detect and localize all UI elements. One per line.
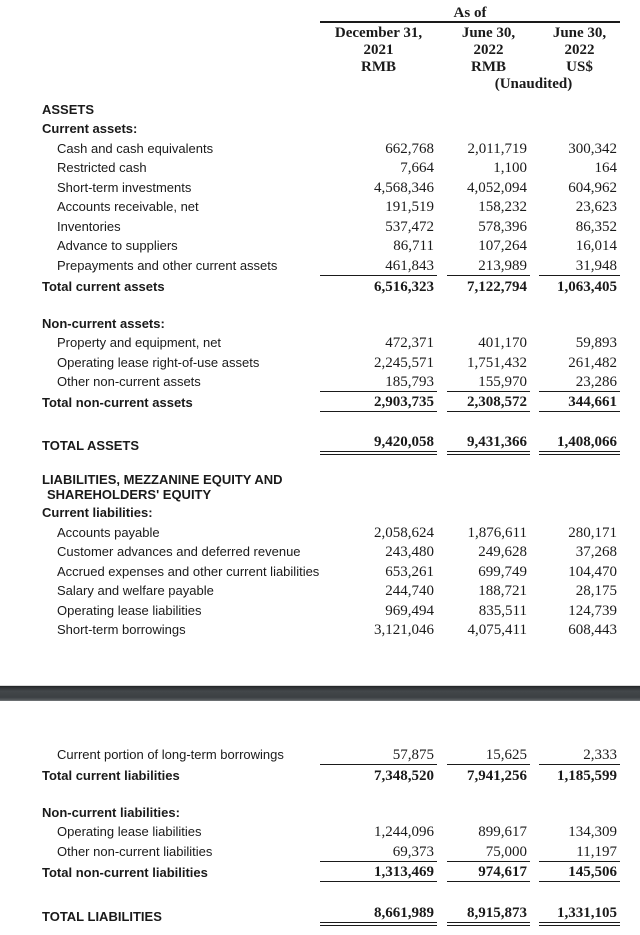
empty-cell [320, 503, 437, 522]
column-gap [437, 861, 447, 882]
row-label: Total current liabilities [42, 767, 180, 783]
column-gap [530, 352, 539, 372]
column-header-december-31-2021-rmb [320, 23, 437, 76]
row-label: Accounts payable [57, 524, 160, 540]
value-cell: 16,014 [575, 238, 617, 254]
value-cell: 604,962 [568, 179, 617, 196]
row-operating-lease-liabilities [0, 600, 640, 620]
row-label: Cash and cash equivalents [57, 140, 214, 156]
column-gap [530, 470, 539, 504]
row-customer-advances-and-deferred-revenue [0, 542, 640, 562]
row-label: Other non-current assets [57, 374, 201, 389]
value-cell: 2,308,572 [447, 391, 530, 412]
row-non-current-assets [0, 314, 640, 333]
value-cell: 974,617 [447, 861, 530, 882]
column-gap [437, 470, 447, 504]
column-gap [530, 314, 539, 333]
empty-cell [539, 503, 620, 522]
value-cell: 69,373 [392, 843, 434, 860]
column-gap [530, 542, 539, 562]
column-gap [530, 764, 539, 785]
column-gap [437, 902, 447, 926]
column-gap [530, 600, 539, 620]
value-cell: 124,739 [568, 602, 617, 619]
column-gap [437, 841, 447, 861]
value-cell: 1,313,469 [320, 861, 437, 882]
value-cell: 280,171 [568, 524, 617, 541]
value-cell: 8,915,873 [447, 902, 530, 926]
column-gap [437, 522, 447, 542]
row-label: Total non-current assets [42, 395, 193, 410]
value-cell: 158,232 [478, 199, 527, 215]
value-cell: 75,000 [485, 843, 527, 860]
row-label: Current liabilities: [42, 505, 153, 520]
row-label: Current portion of long-term borrowings [57, 746, 284, 762]
row-salary-and-welfare-payable [0, 581, 640, 601]
row-label: Current assets: [42, 121, 138, 136]
value-cell: 1,331,105 [539, 902, 620, 926]
row-assets [0, 100, 640, 119]
column-gap [530, 431, 539, 455]
row-label: TOTAL ASSETS [42, 438, 140, 453]
value-cell: 7,348,520 [320, 764, 437, 785]
column-gap [530, 158, 539, 178]
column-gap [437, 372, 447, 392]
row-total-non-current-assets [0, 391, 640, 412]
value-cell: 15,625 [485, 746, 527, 763]
column-header-line: 2021 [363, 42, 394, 58]
value-cell: 23,623 [575, 199, 617, 215]
value-cell: 699,749 [478, 563, 527, 580]
column-gap [437, 177, 447, 197]
column-gap [530, 822, 539, 842]
column-header-line: June 30, [552, 25, 607, 41]
row-label: Restricted cash [57, 160, 147, 175]
spacer [0, 701, 640, 744]
value-cell: 1,876,611 [467, 524, 527, 541]
as-of-label: As of [320, 5, 620, 23]
column-gap [437, 158, 447, 178]
column-header-line: 2022 [564, 42, 595, 58]
value-cell: 2,333 [583, 746, 617, 763]
row-short-term-borrowings [0, 620, 640, 640]
column-gap [530, 255, 539, 275]
value-cell: 4,075,411 [467, 622, 527, 638]
row-label: Short-term borrowings [57, 622, 186, 637]
row-label: Operating lease liabilities [57, 824, 202, 839]
statement-body [0, 100, 640, 926]
value-cell: 28,175 [575, 583, 617, 599]
row-label: Short-term investments [57, 179, 192, 195]
row-other-non-current-liabilities [0, 841, 640, 861]
value-cell: 145,506 [539, 861, 620, 882]
column-gap [530, 391, 539, 412]
value-cell: 86,711 [393, 238, 434, 254]
column-gap [437, 391, 447, 412]
row-label: Property and equipment, net [57, 335, 222, 350]
value-cell: 31,948 [575, 257, 617, 274]
value-cell: 1,244,096 [374, 824, 434, 840]
column-header-june-30-2022-rmb [447, 23, 530, 76]
row-label: Operating lease right-of-use assets [57, 354, 260, 370]
row-label-line1: LIABILITIES, MEZZANINE EQUITY AND [42, 472, 283, 487]
unaudited-label: (Unaudited) [494, 76, 573, 92]
column-gap [437, 275, 447, 296]
value-cell: 11,197 [576, 843, 617, 860]
column-gap [530, 861, 539, 882]
row-label: Accounts receivable, net [57, 199, 199, 214]
empty-cell [447, 119, 530, 138]
row-current-liabilities [0, 503, 640, 522]
value-cell: 1,185,599 [539, 764, 620, 785]
column-gap [530, 100, 539, 119]
empty-cell [320, 803, 437, 822]
empty-cell [539, 119, 620, 138]
column-gap [437, 503, 447, 522]
row-operating-lease-right-of-use-assets [0, 352, 640, 372]
empty-cell [447, 314, 530, 333]
value-cell: 4,052,094 [467, 179, 527, 196]
empty-cell [320, 100, 437, 119]
row-label: Prepayments and other current assets [57, 257, 278, 273]
column-gap [530, 216, 539, 236]
value-cell: 1,751,432 [467, 354, 527, 371]
value-cell: 7,122,794 [447, 275, 530, 296]
spacer [0, 882, 640, 902]
value-cell: 9,431,366 [447, 431, 530, 455]
row-label-line2: SHAREHOLDERS' EQUITY [47, 487, 212, 502]
row-label: ASSETS [42, 102, 95, 117]
column-gap [530, 841, 539, 861]
value-cell: 8,661,989 [320, 902, 437, 926]
column-gap [437, 431, 447, 455]
row-label: Inventories [57, 218, 121, 234]
empty-cell [320, 119, 437, 138]
value-cell: 185,793 [385, 374, 434, 390]
row-advance-to-suppliers [0, 236, 640, 256]
row-label: Non-current liabilities: [42, 804, 180, 820]
value-cell: 6,516,323 [320, 275, 437, 296]
column-gap [530, 23, 539, 76]
column-gap [530, 138, 539, 158]
column-gap [530, 119, 539, 138]
column-gap [437, 100, 447, 119]
column-header-line: US$ [566, 59, 593, 75]
value-cell: 213,989 [478, 257, 527, 274]
column-gap [437, 314, 447, 333]
row-label: Total non-current liabilities [42, 864, 208, 880]
row-label: Total current assets [42, 278, 165, 294]
column-gap [437, 76, 447, 93]
value-cell: 344,661 [539, 391, 620, 412]
empty-cell [320, 470, 437, 504]
column-gap [530, 561, 539, 581]
value-cell: 59,893 [575, 335, 617, 351]
row-label: Customer advances and deferred revenue [57, 544, 301, 559]
column-gap [437, 620, 447, 640]
row-property-and-equipment-net [0, 333, 640, 353]
column-gap [437, 216, 447, 236]
column-gap [437, 23, 447, 76]
column-header-line: 2022 [473, 42, 504, 58]
column-gap [437, 236, 447, 256]
empty-cell [539, 100, 620, 119]
column-gap [530, 236, 539, 256]
empty-cell [539, 803, 620, 822]
value-cell: 1,063,405 [539, 275, 620, 296]
column-gap [437, 744, 447, 764]
row-label [42, 470, 320, 504]
column-header-line: RMB [471, 59, 506, 75]
empty-cell [320, 314, 437, 333]
value-cell: 537,472 [385, 218, 434, 235]
value-cell: 2,011,719 [467, 140, 527, 157]
column-gap [530, 333, 539, 353]
column-gap [437, 197, 447, 217]
value-cell: 7,941,256 [447, 764, 530, 785]
column-header-line: RMB [361, 59, 396, 75]
value-cell: 3,121,046 [374, 622, 434, 638]
value-cell: 164 [594, 160, 617, 176]
row-cash-and-cash-equivalents [0, 138, 640, 158]
empty-cell [539, 314, 620, 333]
row-current-assets [0, 119, 640, 138]
header-spacer [42, 5, 320, 23]
column-gap [437, 822, 447, 842]
column-gap [530, 503, 539, 522]
row-total-assets [0, 431, 640, 455]
row-accounts-receivable-net [0, 197, 640, 217]
row-accrued-expenses-and-other-current-liabilities [0, 561, 640, 581]
value-cell: 662,768 [385, 140, 434, 157]
column-gap [437, 255, 447, 275]
row-total-current-liabilities [0, 764, 640, 785]
row-total-liabilities [0, 902, 640, 926]
row-accounts-payable [0, 522, 640, 542]
value-cell: 461,843 [385, 257, 434, 274]
column-gap [530, 803, 539, 822]
column-gap [530, 620, 539, 640]
row-label: Accrued expenses and other current liabilities [57, 563, 320, 579]
row-prepayments-and-other-current-assets [0, 255, 640, 275]
value-cell: 835,511 [478, 602, 527, 619]
value-cell: 188,721 [478, 583, 527, 599]
spacer [0, 455, 640, 470]
column-gap [437, 561, 447, 581]
empty-cell [447, 503, 530, 522]
column-gap [530, 902, 539, 926]
column-gap [437, 764, 447, 785]
value-cell: 37,268 [575, 544, 617, 560]
column-header-line: December 31, [334, 25, 423, 41]
row-label: TOTAL LIABILITIES [42, 908, 162, 924]
value-cell: 401,170 [478, 335, 527, 351]
value-cell: 7,664 [400, 160, 434, 176]
value-cell: 155,970 [478, 374, 527, 390]
column-header-june-30-2022-usd [539, 23, 620, 76]
value-cell: 653,261 [385, 563, 434, 580]
column-header-line: June 30, [461, 25, 516, 41]
row-label: Salary and welfare payable [57, 583, 214, 598]
empty-cell [447, 100, 530, 119]
empty-cell [447, 803, 530, 822]
column-gap [530, 581, 539, 601]
value-cell: 107,264 [478, 238, 527, 254]
column-gap [437, 352, 447, 372]
row-non-current-liabilities [0, 803, 640, 822]
spacer [0, 639, 640, 685]
row-label: Other non-current liabilities [57, 843, 213, 859]
value-cell: 472,371 [385, 335, 434, 351]
column-gap [437, 119, 447, 138]
empty-cell [447, 470, 530, 504]
row-label: Non-current assets: [42, 315, 165, 331]
value-cell: 1,100 [493, 160, 527, 176]
value-cell: 899,617 [478, 824, 527, 840]
row-restricted-cash [0, 158, 640, 178]
column-gap [530, 372, 539, 392]
value-cell: 2,245,571 [374, 354, 434, 371]
column-gap [530, 177, 539, 197]
value-cell: 191,519 [385, 199, 434, 215]
page-break-bar [0, 685, 640, 701]
value-cell: 244,740 [385, 583, 434, 599]
value-cell: 1,408,066 [539, 431, 620, 455]
value-cell: 578,396 [478, 218, 527, 235]
value-cell: 300,342 [568, 140, 617, 157]
row-label: Operating lease liabilities [57, 602, 202, 618]
value-cell: 104,470 [568, 563, 617, 580]
spacer [0, 785, 640, 803]
column-gap [437, 581, 447, 601]
table-header-columns [0, 23, 640, 76]
value-cell: 249,628 [478, 544, 527, 560]
column-gap [530, 197, 539, 217]
value-cell: 2,058,624 [374, 524, 434, 541]
value-cell: 2,903,735 [320, 391, 437, 412]
row-other-non-current-assets [0, 372, 640, 392]
empty-cell [539, 470, 620, 504]
header-spacer [42, 23, 320, 76]
value-cell: 134,309 [568, 824, 617, 840]
row-total-non-current-liabilities [0, 861, 640, 882]
value-cell: 243,480 [385, 544, 434, 560]
spacer [0, 296, 640, 314]
value-cell: 57,875 [392, 746, 434, 763]
spacer [0, 412, 640, 431]
value-cell: 4,568,346 [374, 179, 434, 196]
value-cell: 261,482 [568, 354, 617, 371]
column-gap [437, 333, 447, 353]
column-gap [437, 600, 447, 620]
row-inventories [0, 216, 640, 236]
column-gap [437, 138, 447, 158]
value-cell: 86,352 [575, 218, 617, 235]
column-gap [437, 542, 447, 562]
column-gap [530, 275, 539, 296]
table-header-asof [0, 5, 640, 23]
spacer [0, 93, 640, 100]
value-cell: 969,494 [385, 602, 434, 619]
header-spacer [320, 76, 437, 93]
column-gap [530, 744, 539, 764]
column-gap [437, 803, 447, 822]
value-cell: 608,443 [568, 622, 617, 638]
value-cell: 23,286 [575, 374, 617, 390]
row-liabilities-mezzanine-equity-and [0, 470, 640, 503]
column-gap [530, 522, 539, 542]
row-current-portion-of-long-term-borrowings [0, 744, 640, 764]
table-header-unaudited [0, 76, 640, 93]
header-spacer [42, 76, 320, 93]
value-cell: 9,420,058 [320, 431, 437, 455]
row-short-term-investments [0, 177, 640, 197]
row-operating-lease-liabilities [0, 822, 640, 842]
row-label: Advance to suppliers [57, 238, 178, 253]
row-total-current-assets [0, 275, 640, 296]
